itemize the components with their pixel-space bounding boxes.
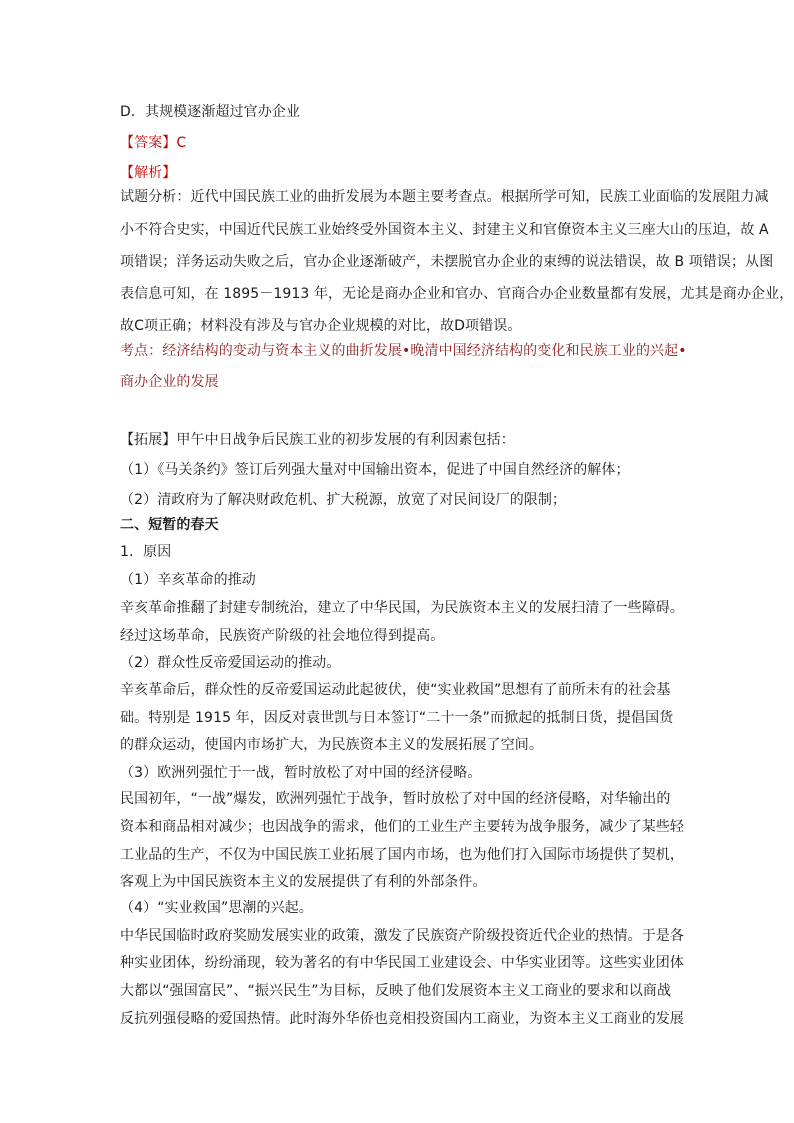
- analysis-line: 小不符合史实，中国近代民族工业始终受外国资本主义、封建主义和官僚资本主义三座大山的压迫，故 A: [120, 222, 769, 238]
- reason-heading: （1）辛亥革命的推动: [120, 572, 256, 588]
- reason-line: 大都以“强国富民”、“振兴民生”为目标，反映了他们发展资本主义工商业的要求和以商战: [120, 983, 672, 999]
- expand-item: （1）《马关条约》签订后列强大量对中国输出资本，促进了中国自然经济的解体；: [120, 462, 630, 478]
- reason-line: 反抗列强侵略的爱国热情。此时海外华侨也竞相投资国内工商业，为资本主义工商业的发展: [120, 1011, 684, 1027]
- analysis-line: 试题分析：近代中国民族工业的曲折发展为本题主要考查点。根据所学可知，民族工业面临的发展阻力减: [120, 189, 769, 205]
- reason-line: 辛亥革命后，群众性的反帝爱国运动此起彼伏，使“实业救国”思想有了前所未有的社会基: [120, 682, 671, 698]
- reason-line: 辛亥革命推翻了封建专制统治，建立了中华民国，为民族资本主义的发展扫清了一些障碍。: [120, 600, 684, 616]
- expand-item: （2）清政府为了解决财政危机、扩大税源，放宽了对民间设厂的限制；: [120, 492, 567, 508]
- reason-line: 中华民国临时政府奖励发展实业的政策，激发了民族资产阶级投资近代企业的热情。于是各: [120, 928, 684, 944]
- reason-heading: （4）“实业救国”思潮的兴起。: [120, 900, 313, 916]
- analysis-line: 项错误；洋务运动失败之后，官办企业逐渐破产，未摆脱官办企业的束缚的说法错误，故 B 项错误；从图: [120, 254, 774, 270]
- reason-line: 民国初年，“一战”爆发，欧洲列强忙于战争，暂时放松了对中国的经济侵略，对华输出的: [120, 791, 671, 807]
- reason-line: 经过这场革命，民族资产阶级的社会地位得到提高。: [120, 628, 445, 644]
- expand-title: 【拓展】甲午中日战争后民族工业的初步发展的有利因素包括：: [120, 432, 515, 448]
- analysis-line: 故C项正确；材料没有涉及与官办企业规模的对比，故D项错误。: [120, 318, 522, 334]
- analysis-line: 表信息可知，在 1895－1913 年，无论是商办企业和官办、官商合办企业数量都有发展，尤其是商办企业，: [120, 286, 794, 302]
- sub-title: 1．原因: [120, 544, 172, 560]
- reason-line: 的群众运动，使国内市场扩大，为民族资本主义的发展拓展了空间。: [120, 737, 543, 753]
- option-d: D．其规模逐渐超过官办企业: [120, 104, 301, 120]
- kaodian-line: 商办企业的发展: [120, 374, 219, 390]
- kaodian-line: 考点：经济结构的变动与资本主义的曲折发展•晚清中国经济结构的变化和民族工业的兴起•: [120, 343, 687, 359]
- analysis-label: 【解析】: [120, 165, 177, 181]
- answer-label: 【答案】C: [120, 135, 187, 151]
- reason-line: 工业品的生产，不仅为中国民族工业拓展了国内市场，也为他们打入国际市场提供了契机，: [120, 847, 684, 863]
- reason-line: 种实业团体，纷纷涌现，较为著名的有中华民国工业建设会、中华实业团等。这些实业团体: [120, 955, 684, 971]
- reason-heading: （3）欧洲列强忙于一战，暂时放松了对中国的经济侵略。: [120, 765, 482, 781]
- reason-line: 客观上为中国民族资本主义的发展提供了有利的外部条件。: [120, 874, 487, 890]
- reason-line: 础。特别是 1915 年，因反对袁世凯与日本签订“二十一条”而掀起的抵制日货，提倡国货: [120, 710, 674, 726]
- reason-heading: （2）群众性反帝爱国运动的推动。: [120, 655, 341, 671]
- section-title: 二、短暂的春天: [120, 517, 219, 533]
- reason-line: 资本和商品相对减少；也因战争的需求，他们的工业生产主要转为战争服务，减少了某些轻: [120, 819, 684, 835]
